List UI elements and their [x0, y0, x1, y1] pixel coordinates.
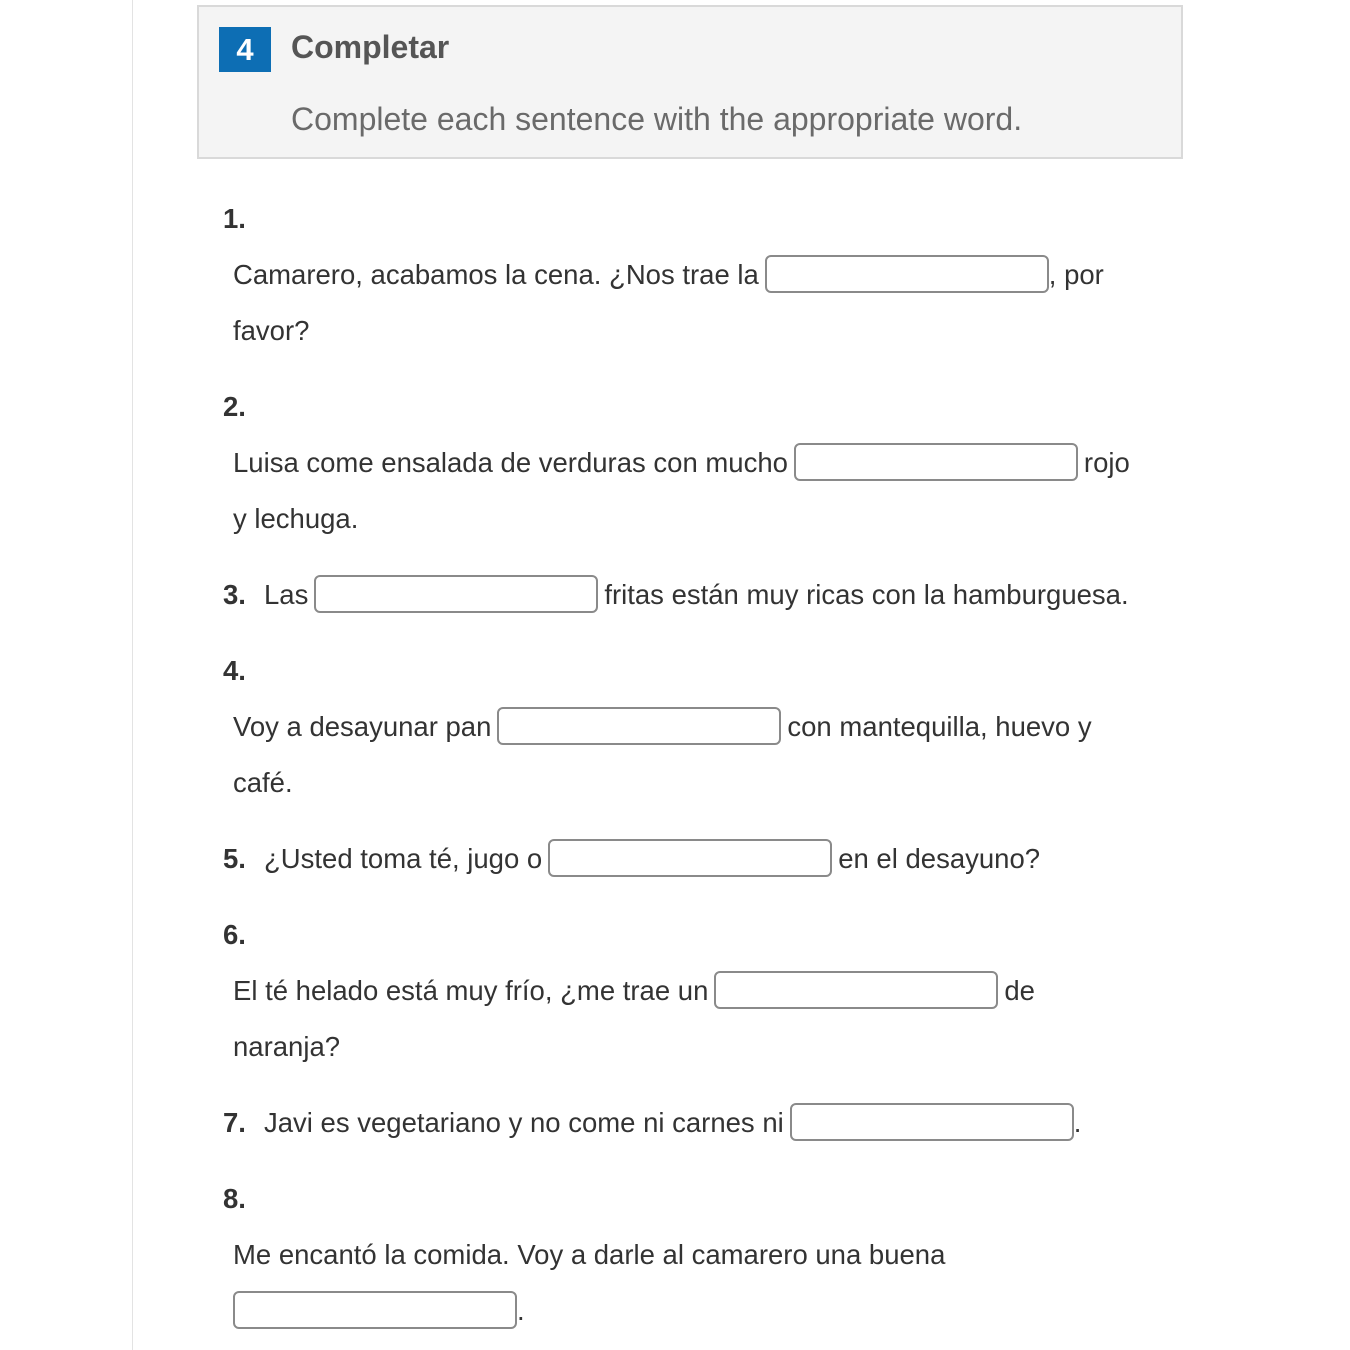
question-text: favor?	[233, 315, 310, 346]
question-text: Camarero, acabamos la cena. ¿Nos trae la	[233, 259, 759, 290]
question-text: en el desayuno?	[838, 843, 1041, 874]
question-number: 8.	[223, 1183, 246, 1214]
answer-input-3[interactable]	[314, 575, 598, 613]
question-5	[223, 831, 1040, 887]
question-text: , por	[1048, 259, 1104, 290]
question-text: naranja?	[233, 1031, 341, 1062]
question-text: de	[1004, 975, 1035, 1006]
left-divider	[132, 0, 133, 1350]
activity-number-badge: 4	[219, 27, 271, 72]
question-text: Javi es vegetariano y no come ni carnes ni	[264, 1107, 784, 1138]
question-text: Voy a desayunar pan	[233, 711, 492, 742]
question-text: El té helado está muy frío, ¿me trae un	[233, 975, 709, 1006]
activity-header	[197, 5, 1183, 159]
answer-input-7[interactable]	[790, 1103, 1074, 1141]
activity-title: Completar	[291, 29, 450, 65]
question-text: con mantequilla, huevo y	[787, 711, 1092, 742]
question-3	[223, 567, 1129, 623]
question-7	[223, 1095, 1081, 1151]
activity-instructions: Complete each sentence with the appropriate word.	[291, 101, 1023, 137]
answer-input-6[interactable]	[714, 971, 998, 1009]
question-number: 1.	[223, 203, 246, 234]
question-text: .	[517, 1295, 525, 1326]
question-text: ¿Usted toma té, jugo o	[264, 843, 543, 874]
question-text: rojo	[1083, 447, 1130, 478]
answer-input-2[interactable]	[794, 443, 1078, 481]
question-number: 2.	[223, 391, 246, 422]
question-text: fritas están muy ricas con la hamburguesa.	[604, 579, 1129, 610]
question-number: 5.	[223, 843, 246, 874]
question-number: 4.	[223, 655, 246, 686]
answer-input-1[interactable]	[765, 255, 1049, 293]
question-text: Me encantó la comida. Voy a darle al camarero una buena	[233, 1239, 946, 1270]
question-number: 6.	[223, 919, 246, 950]
answer-input-5[interactable]	[548, 839, 832, 877]
answer-input-4[interactable]	[497, 707, 781, 745]
question-text: café.	[233, 767, 293, 798]
question-text: Luisa come ensalada de verduras con mucho	[233, 447, 788, 478]
answer-input-8[interactable]	[233, 1291, 517, 1329]
question-text: y lechuga.	[233, 503, 359, 534]
question-text: .	[1073, 1107, 1082, 1138]
question-text: Las	[264, 579, 309, 610]
question-number: 7.	[223, 1107, 246, 1138]
question-number: 3.	[223, 579, 246, 610]
